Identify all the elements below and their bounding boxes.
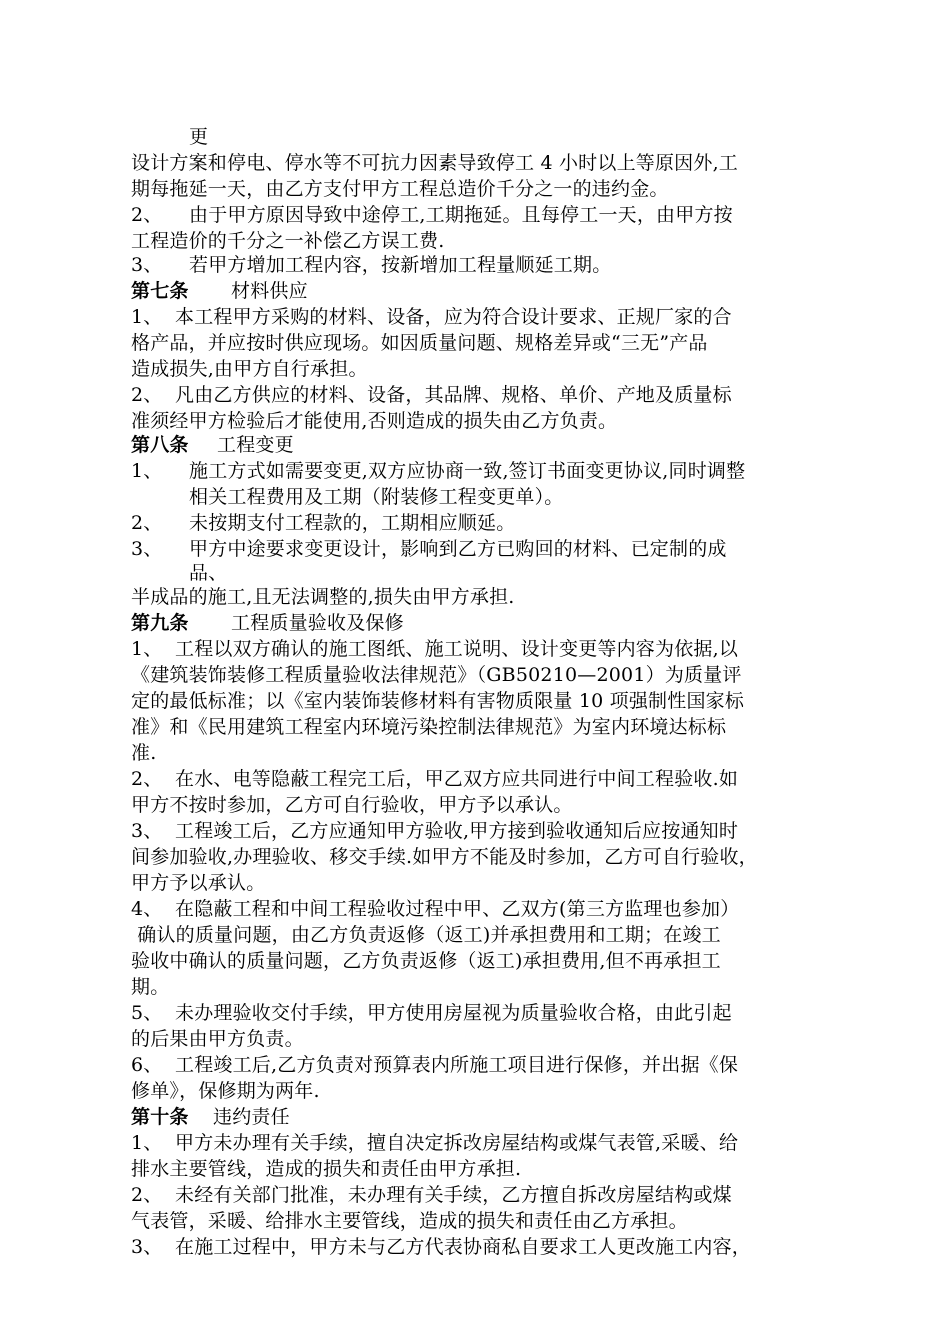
text-line: 半成品的施工,且无法调整的,损失由甲方承担.	[131, 586, 515, 608]
text-line: 的后果由甲方负责。	[131, 1028, 304, 1050]
numbered-clause: 6、 工程竣工后,乙方负责对预算表内所施工项目进行保修，并出据《保	[131, 1054, 739, 1076]
text-line: 《建筑装饰装修工程质量验收法律规范》（GB50210—2001）为质量评	[131, 664, 742, 686]
numbered-clause: 3、 在施工过程中，甲方未与乙方代表协商私自要求工人更改施工内容，	[131, 1236, 752, 1258]
text-line: 排水主要管线，造成的损失和责任由甲方承担.	[131, 1158, 522, 1180]
text-line: 品、	[189, 562, 228, 584]
article-heading: 第九条 工程质量验收及保修	[131, 612, 404, 634]
text-line: 准》和《民用建筑工程室内环境污染控制法律规范》为室内环境达标标	[131, 716, 727, 738]
numbered-clause: 1、 施工方式如需要变更,双方应协商一致,签订书面变更协议,同时调整	[131, 460, 746, 482]
numbered-clause: 2、 由于甲方原因导致中途停工,工期拖延。且每停工一天，由甲方按	[131, 204, 733, 226]
numbered-clause: 3、 若甲方增加工程内容，按新增加工程量顺延工期。	[131, 254, 612, 276]
numbered-clause: 3、 甲方中途要求变更设计，影响到乙方已购回的材料、已定制的成	[131, 538, 727, 560]
numbered-clause: 1、 本工程甲方采购的材料、设备，应为符合设计要求、正规厂家的合	[131, 306, 732, 328]
text-line: 格产品，并应按时供应现场。如因质量问题、规格差异或“三无”产品	[131, 332, 708, 354]
text-line: 间参加验收,办理验收、移交手续.如甲方不能及时参加，乙方可自行验收，	[131, 846, 758, 868]
text-line: 工程造价的千分之一补偿乙方误工费.	[131, 230, 445, 252]
text-line: 甲方不按时参加，乙方可自行验收，甲方予以承认。	[131, 794, 573, 816]
numbered-clause: 2、 凡由乙方供应的材料、设备，其品牌、规格、单价、产地及质量标	[131, 384, 732, 406]
text-line: 期每拖延一天，由乙方支付甲方工程总造价千分之一的违约金。	[131, 178, 669, 200]
numbered-clause: 3、 工程竣工后，乙方应通知甲方验收,甲方接到验收通知后应按通知时	[131, 820, 739, 842]
article-heading: 第八条 工程变更	[131, 434, 294, 456]
text-line: 甲方予以承认。	[131, 872, 266, 894]
text-line: 验收中确认的质量问题，乙方负责返修（返工)承担费用,但不再承担工	[131, 950, 721, 972]
text-line: 确认的质量问题，由乙方负责返修（返工)并承担费用和工期；在竣工	[131, 924, 721, 946]
text-line: 更	[189, 126, 209, 148]
numbered-clause: 1、 甲方未办理有关手续，擅自决定拆改房屋结构或煤气表管,采暖、给	[131, 1132, 739, 1154]
numbered-clause: 2、 未经有关部门批准，未办理有关手续，乙方擅自拆改房屋结构或煤	[131, 1184, 732, 1206]
text-line: 定的最低标准；以《室内装饰装修材料有害物质限量 10 项强制性国家标	[131, 690, 745, 712]
article-heading: 第十条 违约责任	[131, 1106, 290, 1128]
numbered-clause: 4、 在隐蔽工程和中间工程验收过程中甲、乙双方(第三方监理也参加）	[131, 898, 740, 920]
numbered-clause: 2、 未按期支付工程款的，工期相应顺延。	[131, 512, 516, 534]
numbered-clause: 5、 未办理验收交付手续，甲方使用房屋视为质量验收合格，由此引起	[131, 1002, 732, 1024]
article-heading: 第七条 材料供应	[131, 280, 308, 302]
text-line: 设计方案和停电、停水等不可抗力因素导致停工 4 小时以上等原因外,工	[131, 152, 739, 174]
text-line: 相关工程费用及工期（附装修工程变更单）。	[189, 486, 564, 508]
text-line: 修单》，保修期为两年.	[131, 1080, 320, 1102]
text-line: 准须经甲方检验后才能使用,否则造成的损失由乙方负责。	[131, 410, 618, 432]
text-line: 准.	[131, 742, 157, 764]
numbered-clause: 1、 工程以双方确认的施工图纸、施工说明、设计变更等内容为依据,以	[131, 638, 739, 660]
numbered-clause: 2、 在水、电等隐蔽工程完工后，甲乙双方应共同进行中间工程验收.如	[131, 768, 739, 790]
text-line: 期。	[131, 976, 170, 998]
text-line: 造成损失,由甲方自行承担。	[131, 358, 368, 380]
text-line: 气表管，采暖、给排水主要管线，造成的损失和责任由乙方承担。	[131, 1210, 688, 1232]
